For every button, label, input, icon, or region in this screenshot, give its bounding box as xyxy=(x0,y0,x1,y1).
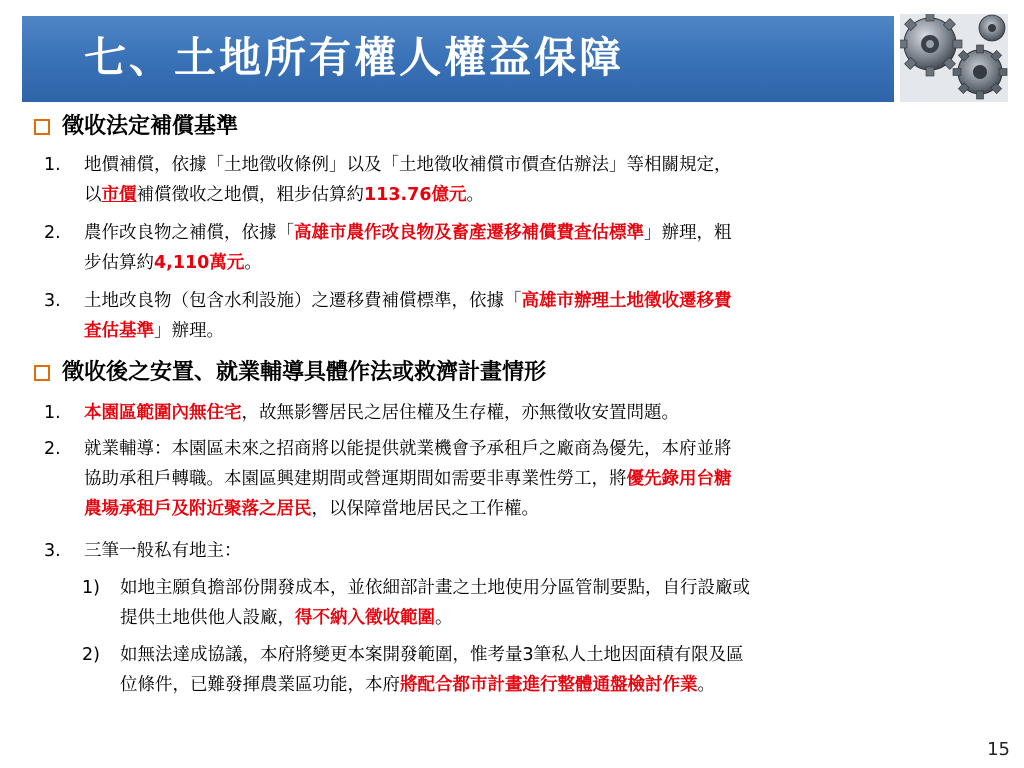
highlight-amount: 4,110萬元 xyxy=(154,253,245,273)
text-span: ，故無影響居民之居住權及生存權，亦無徵收安置問題。 xyxy=(241,403,679,423)
page-number: 15 xyxy=(987,739,1010,760)
item-number: 2. xyxy=(44,439,61,459)
highlight-standard: 高雄市辦理土地徵收遷移費 xyxy=(521,291,732,311)
text-span: 提供土地供他人設廠， xyxy=(120,608,295,628)
text-span: 土地改良物（包含水利設施）之遷移費補償標準，依據「 xyxy=(84,291,522,311)
item-text-line xyxy=(84,316,224,346)
item-text-line xyxy=(84,180,484,210)
section-heading-resettlement xyxy=(34,358,546,388)
item-text-line xyxy=(84,248,262,278)
text-span: 。 xyxy=(435,608,453,628)
highlight-no-housing: 本園區範圍內無住宅 xyxy=(84,403,242,423)
highlight-excluded: 得不納入徵收範圍 xyxy=(295,608,435,628)
item-text-line xyxy=(84,464,732,494)
text-span: ，以保障當地居民之工作權。 xyxy=(311,499,539,519)
item-text-line: 如無法達成協議，本府將變更本案開發範圍，惟考量3筆私人土地因面積有限及區 xyxy=(120,645,744,665)
item-text-line: 就業輔導：本園區未來之招商將以能提供就業機會予承租戶之廠商為優先，本府並將 xyxy=(84,439,732,459)
section-heading-text: 徵收法定補償基準 xyxy=(62,114,239,139)
checkbox-bullet-icon xyxy=(34,119,50,135)
item-number: 1. xyxy=(44,403,61,423)
item-text-line xyxy=(84,286,732,316)
highlight-priority: 優先錄用台糖 xyxy=(626,469,732,489)
section-heading-compensation xyxy=(34,112,238,142)
item-number: 2) xyxy=(82,645,100,665)
section-heading-text: 徵收後之安置、就業輔導具體作法或救濟計畫情形 xyxy=(62,360,547,385)
text-span: 以 xyxy=(84,185,102,205)
text-span: 」辦理，粗 xyxy=(644,223,732,243)
text-span: 。 xyxy=(697,675,715,695)
gears-icon xyxy=(900,14,1008,102)
text-span: 補償徵收之地價，粗步估算約 xyxy=(136,185,364,205)
text-span: 位條件，已難發揮農業區功能，本府 xyxy=(120,675,400,695)
item-text-line: 三筆一般私有地主： xyxy=(84,541,242,561)
item-text-line xyxy=(120,670,715,700)
highlight-urban-plan: 將配合都市計畫進行整體通盤檢討作業 xyxy=(400,675,698,695)
item-number: 3. xyxy=(44,291,61,311)
item-text-line: 如地主願負擔部份開發成本，並依細部計畫之土地使用分區管制要點，自行設廠或 xyxy=(120,578,750,598)
slide-title: 七、土地所有權人權益保障 xyxy=(84,33,625,82)
highlight-market-price: 市價 xyxy=(101,185,137,205)
item-number: 1. xyxy=(44,155,61,175)
highlight-standard: 高雄市農作改良物及畜產遷移補償費查估標準 xyxy=(294,223,644,243)
item-text-line xyxy=(84,218,732,248)
highlight-priority: 農場承租戶及附近聚落之居民 xyxy=(84,499,312,519)
item-number: 2. xyxy=(44,223,61,243)
item-number: 1) xyxy=(82,578,100,598)
text-span: 。 xyxy=(466,185,485,205)
item-number: 3. xyxy=(44,541,61,561)
item-text-line: 地價補償，依據「土地徵收條例」以及「土地徵收補償市價查估辦法」等相關規定， xyxy=(84,155,732,175)
text-span: 協助承租戶轉職。本園區興建期間或營運期間如需要非專業性勞工，將 xyxy=(84,469,627,489)
highlight-standard: 查估基準 xyxy=(84,321,154,341)
gears-image xyxy=(900,14,1008,102)
item-text-line xyxy=(120,603,453,633)
item-text-line xyxy=(84,494,539,524)
item-text-line xyxy=(84,398,679,428)
checkbox-bullet-icon xyxy=(34,365,50,381)
text-span: 。 xyxy=(244,253,262,273)
text-span: 步估算約 xyxy=(84,253,154,273)
text-span: 」辦理。 xyxy=(154,321,224,341)
highlight-amount: 113.76億元 xyxy=(364,185,467,205)
text-span: 農作改良物之補償，依據「 xyxy=(84,223,294,243)
title-bar xyxy=(22,16,894,102)
